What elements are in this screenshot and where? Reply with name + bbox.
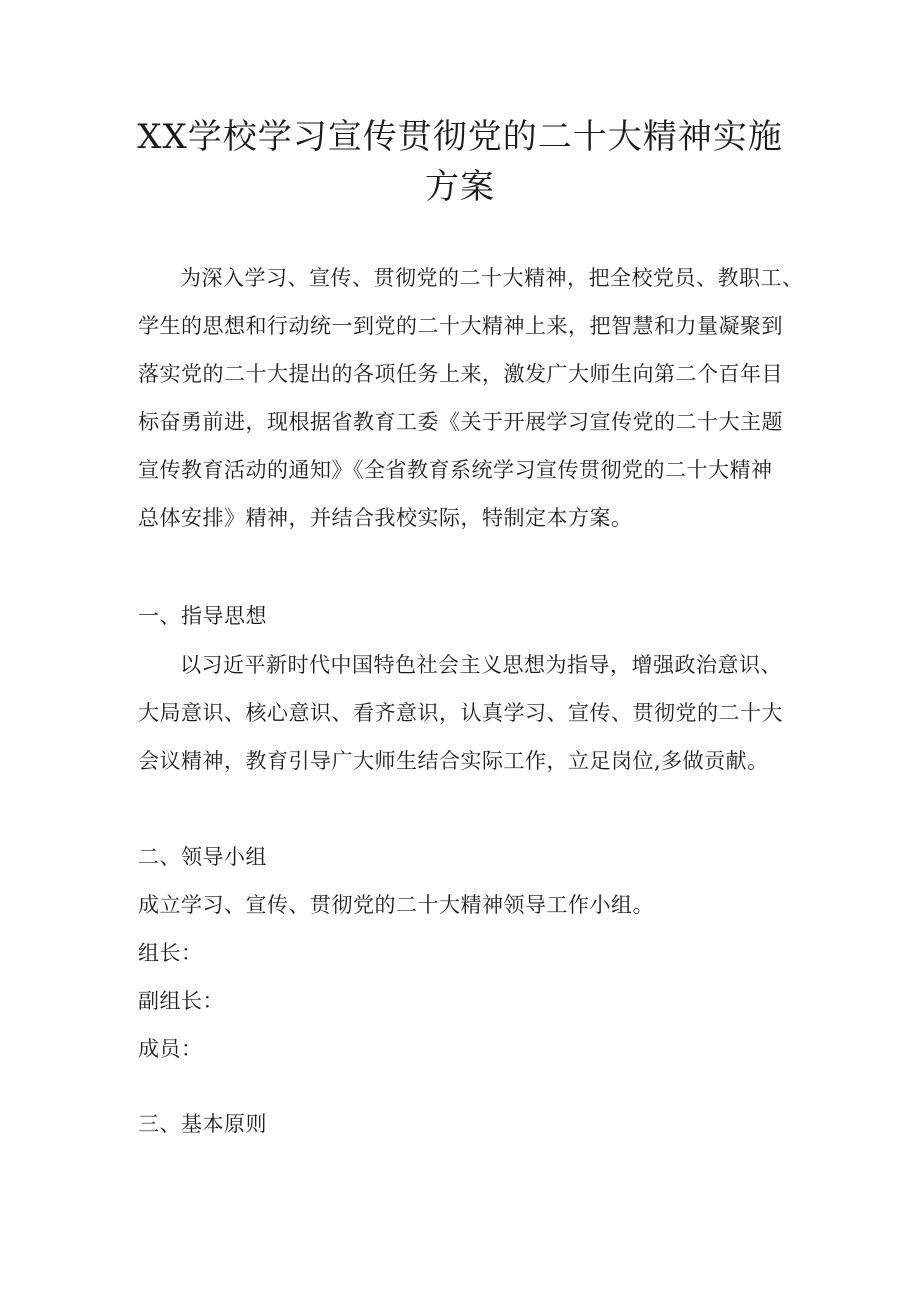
intro-line: 总体安排》精神，并结合我校实际，特制定本方案。 xyxy=(138,506,633,530)
intro-line: 标奋勇前进，现根据省教育工委《关于开展学习宣传党的二十大主题 xyxy=(138,410,783,434)
section-heading-guiding-thought: 一、指导思想 xyxy=(138,604,267,628)
guiding-line: 会议精神，教育引导广大师生结合实际工作，立足岗位,多做贡献。 xyxy=(138,749,769,773)
guiding-line: 以习近平新时代中国特色社会主义思想为指导，增强政治意识、 xyxy=(180,653,782,677)
deputy-leader-label: 副组长： xyxy=(138,989,224,1013)
title-line-2: 方案 xyxy=(425,167,495,207)
group-leader-label: 组长： xyxy=(138,941,203,965)
guiding-line: 大局意识、核心意识、看齐意识，认真学习、宣传、贯彻党的二十大 xyxy=(138,701,783,725)
intro-line: 落实党的二十大提出的各项任务上来，激发广大师生向第二个百年目 xyxy=(138,362,783,386)
members-label: 成员： xyxy=(138,1037,203,1061)
intro-line: 宣传教育活动的通知》《全省教育系统学习宣传贯彻党的二十大精神 xyxy=(138,458,773,482)
guiding-thought-paragraph xyxy=(138,641,798,785)
title-line-1: XX学校学习宣传贯彻党的二十大精神实施 xyxy=(137,117,783,157)
intro-line: 学生的思想和行动统一到党的二十大精神上来，把智慧和力量凝聚到 xyxy=(138,314,783,338)
document-title xyxy=(120,112,800,212)
section-heading-leadership-group: 二、领导小组 xyxy=(138,845,267,869)
intro-paragraph xyxy=(138,254,804,542)
leadership-group-text: 成立学习、宣传、贯彻党的二十大精神领导工作小组。 xyxy=(138,893,654,917)
intro-line: 为深入学习、宣传、贯彻党的二十大精神，把全校党员、教职工、 xyxy=(180,266,804,290)
section-heading-basic-principles: 三、基本原则 xyxy=(138,1112,267,1136)
